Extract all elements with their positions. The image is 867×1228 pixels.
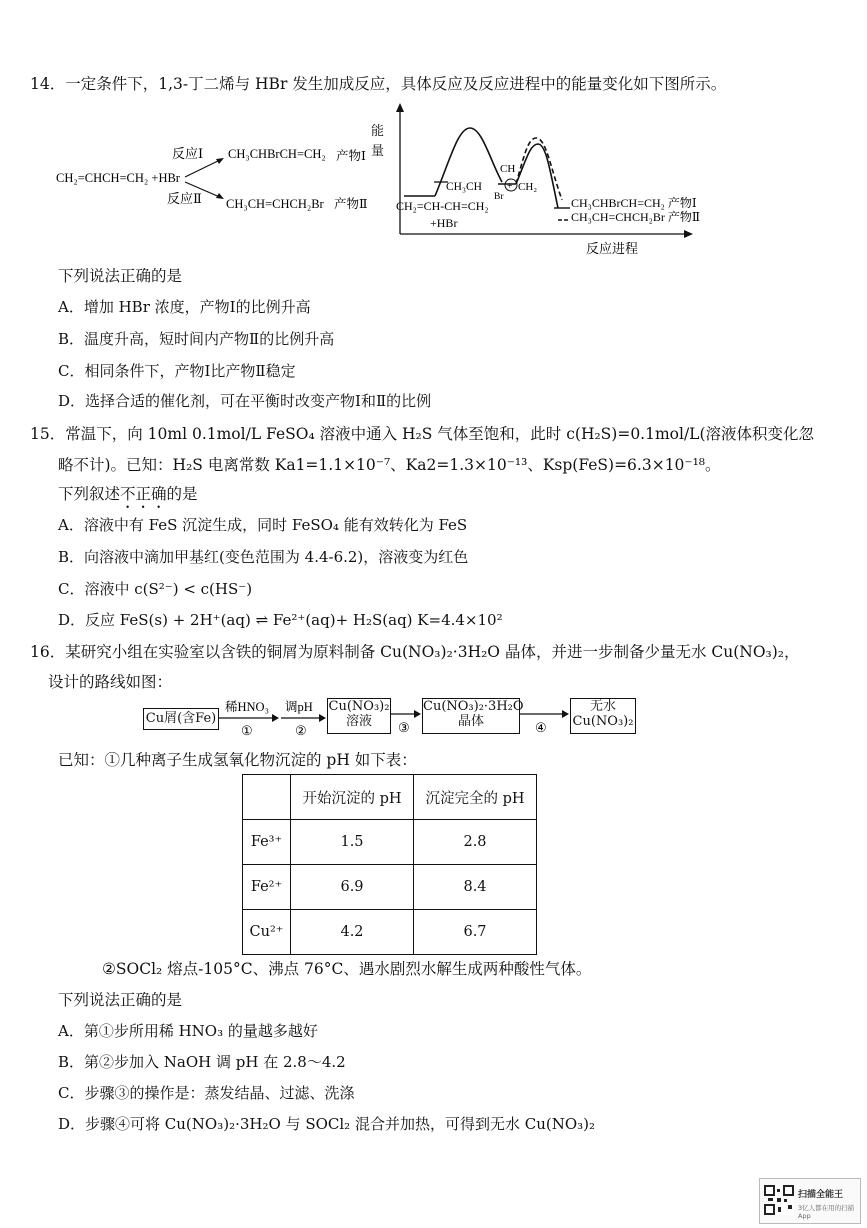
- table-cell: 8.4: [414, 865, 537, 910]
- q14-option-b: B．温度升高，短时间内产物Ⅱ的比例升高: [58, 330, 335, 348]
- end-label-2: CH₃CH=CHCH₂Br 产物Ⅱ: [571, 210, 700, 224]
- q15-option-a: A．溶液中有 FeS 沉淀生成，同时 FeSO₄ 能有效转化为 FeS: [58, 516, 468, 534]
- q16-option-a: A．第①步所用稀 HNO₃ 的量越多越好: [58, 1022, 318, 1040]
- q14-option-a: A．增加 HBr 浓度，产物Ⅰ的比例升高: [58, 298, 311, 316]
- reactant: CH₂=CHCH=CH₂ +HBr: [56, 171, 180, 185]
- table-cell: Fe²⁺: [243, 865, 291, 910]
- table-cell: 6.7: [414, 910, 537, 955]
- intermediate-label: CH₃CH: [446, 181, 482, 193]
- q15-option-b: B．向溶液中滴加甲基红(变色范围为 4.4-6.2)，溶液变为红色: [58, 548, 469, 566]
- q14-stem: 14．一定条件下，1,3-丁二烯与 HBr 发生加成反应，具体反应及反应进程中的能量变化如下图所示。: [30, 75, 727, 93]
- end-label-1: CH₃CHBrCH=CH₂ 产物Ⅰ: [571, 196, 697, 210]
- flow-box-2-line1: Cu(NO₃)₂: [328, 699, 390, 714]
- product1: CH₃CHBrCH=CH₂: [228, 147, 326, 161]
- q16-known-1: 已知：①几种离子生成氢氧化物沉淀的 pH 如下表：: [58, 751, 417, 769]
- q15-option-c: C．溶液中 c(S²⁻) < c(HS⁻): [58, 580, 253, 598]
- scanner-watermark: [759, 1178, 861, 1224]
- q16-option-c: C．步骤③的操作是：蒸发结晶、过滤、洗涤: [58, 1084, 355, 1102]
- intermediate-ch: CH: [500, 163, 516, 175]
- table-header-cell: 沉淀完全的 pH: [414, 775, 537, 820]
- table-cell: 2.8: [414, 820, 537, 865]
- product1-name: 产物Ⅰ: [336, 149, 366, 163]
- r2-label: 反应Ⅱ: [167, 191, 202, 206]
- scanner-name: 扫描全能王: [798, 1190, 844, 1200]
- q16-stem-1: 16．某研究小组在实验室以含铁的铜屑为原料制备 Cu(NO₃)₂·3H₂O 晶体，并进一步制备少量无水 Cu(NO₃)₂，: [30, 643, 800, 661]
- intermediate-plus: +: [507, 181, 513, 192]
- q16-known-2: ②SOCl₂ 熔点-105°C、沸点 76°C、遇水剧烈水解生成两种酸性气体。: [102, 960, 592, 978]
- table-cell: 6.9: [291, 865, 414, 910]
- x-axis-label: 反应进程: [586, 241, 639, 256]
- qr-code-icon: [764, 1185, 794, 1215]
- flow-box-4-line2: Cu(NO₃)₂: [572, 714, 634, 729]
- q14-option-c: C．相同条件下，产物Ⅰ比产物Ⅱ稳定: [58, 362, 296, 380]
- scanner-sub: 3亿人都在用的扫描App: [798, 1204, 855, 1220]
- arrow1-num: ①: [241, 723, 253, 738]
- q14-reaction-scheme: [52, 140, 387, 220]
- r1-label: 反应Ⅰ: [172, 146, 204, 161]
- arrow2-num: ②: [295, 723, 307, 738]
- y-axis-label-vertical: 能 量: [371, 124, 385, 159]
- q15-prompt-emphasis: 不正确: [120, 485, 167, 503]
- table-row: [243, 820, 537, 865]
- q16-option-d: D．步骤④可将 Cu(NO₃)₂·3H₂O 与 SOCl₂ 混合并加热，可得到无水 Cu(NO₃)₂: [58, 1115, 596, 1133]
- product2-name: 产物Ⅱ: [334, 197, 368, 211]
- q15-prompt-c: 的是: [166, 485, 198, 503]
- table-header-cell: 开始沉淀的 pH: [291, 775, 414, 820]
- q16-prompt: 下列说法正确的是: [58, 991, 183, 1009]
- table-header-cell: [243, 775, 291, 820]
- q15-option-d: D．反应 FeS(s) + 2H⁺(aq) ⇌ Fe²⁺(aq)+ H₂S(aq) K=4.4×10²: [58, 611, 503, 629]
- ph-table: [242, 774, 537, 955]
- flow-box-3-line1: Cu(NO₃)₂·3H₂O: [423, 699, 524, 714]
- arrow2-top: 调pH: [285, 700, 313, 714]
- table-cell: Cu²⁺: [243, 910, 291, 955]
- table-header-row: [243, 775, 537, 820]
- table-row: [243, 910, 537, 955]
- flow-box-4-line1: 无水: [589, 699, 616, 714]
- q14-prompt: 下列说法正确的是: [58, 267, 183, 285]
- arrow3-num: ③: [398, 720, 410, 735]
- q15-prompt-a: 下列叙述: [58, 485, 121, 503]
- q15-stem-2: 略不计)。已知：H₂S 电离常数 Ka1=1.1×10⁻⁷、Ka2=1.3×10⁻¹³、Ksp(FeS)=6.3×10⁻¹⁸。: [58, 456, 721, 474]
- flow-box-2-line2: 溶液: [345, 714, 372, 729]
- flow-arrows: [217, 694, 577, 740]
- flow-box-1: Cu屑(含Fe): [143, 708, 219, 730]
- q15-stem-1: 15．常温下，向 10ml 0.1mol/L FeSO₄ 溶液中通入 H₂S 气体至饱和，此时 c(H₂S)=0.1mol/L(溶液体积变化忽: [30, 425, 815, 443]
- q14-option-d: D．选择合适的催化剂，可在平衡时改变产物Ⅰ和Ⅱ的比例: [58, 392, 432, 410]
- q15-prompt: [58, 482, 198, 512]
- table-row: [243, 865, 537, 910]
- arrow4-num: ④: [535, 720, 547, 735]
- table-cell: 4.2: [291, 910, 414, 955]
- start-label-2: +HBr: [430, 216, 458, 230]
- table-cell: Fe³⁺: [243, 820, 291, 865]
- flow-box-3-line2: 晶体: [457, 714, 484, 729]
- q14-energy-diagram: [390, 100, 710, 258]
- intermediate-ch2: CH₂: [518, 181, 538, 193]
- arrow1-top: 稀HNO₃: [225, 700, 269, 714]
- q16-option-b: B．第②步加入 NaOH 调 pH 在 2.8～4.2: [58, 1053, 346, 1071]
- table-cell: 1.5: [291, 820, 414, 865]
- intermediate-br: Br: [494, 192, 504, 202]
- q16-stem-2: 设计的路线如图：: [48, 673, 173, 691]
- flow-box-4: [570, 698, 636, 734]
- product2: CH₃CH=CHCH₂Br: [226, 197, 324, 211]
- start-label-1: CH₂=CH-CH=CH₂: [396, 199, 489, 213]
